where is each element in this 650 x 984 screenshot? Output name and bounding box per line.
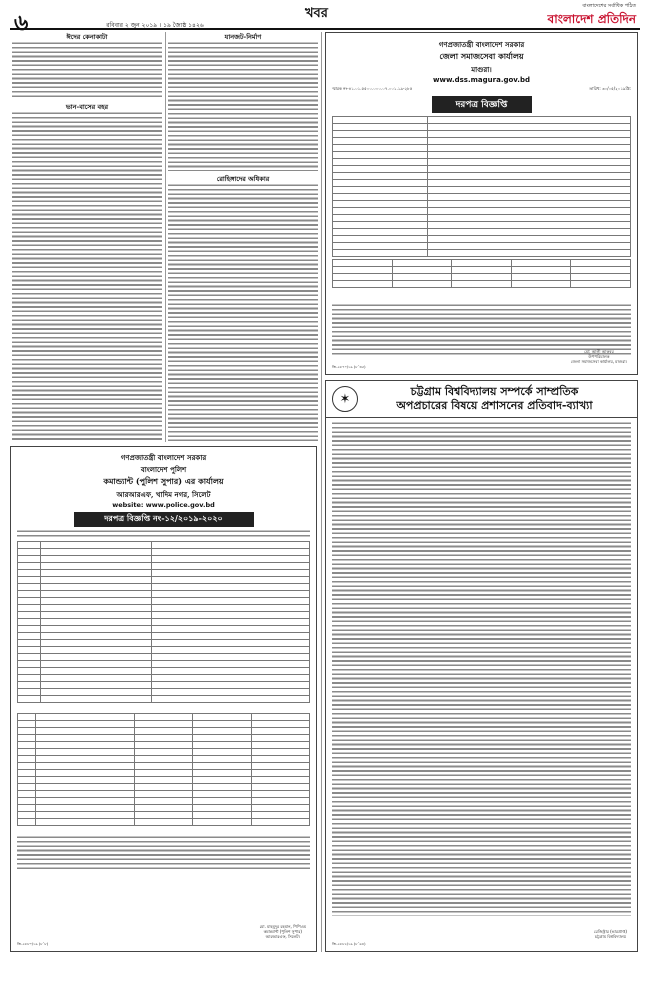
magura-tender-ad: [325, 32, 638, 375]
cu-statement-body: [332, 421, 631, 916]
page-number: ৬: [14, 10, 29, 36]
cu-signatory-office: চট্টগ্রাম বিশ্ববিদ্যালয়: [594, 934, 626, 939]
magura-tender-table: [332, 116, 631, 301]
magura-memo-row: [326, 84, 637, 95]
magura-signature: [571, 349, 627, 364]
police-signatory-office: আরআরএফ, সিলেট।: [265, 934, 300, 939]
police-banner: দরপত্র বিজ্ঞপ্তি নং-১২/২০১৯-২০২০: [74, 512, 254, 527]
police-memo-line: [17, 529, 310, 539]
university-logo-icon: ✶: [332, 386, 358, 412]
police-items-table: [17, 713, 310, 833]
magura-footer-code: জি-২৮৭০/১৯ (৮´৩৫): [332, 365, 366, 369]
col1-article1-body: [12, 41, 162, 99]
cu-signatory-title: রেজিস্ট্রার (ভারপ্রাপ্ত): [593, 929, 627, 934]
magura-memo: স্মারক নং-৪১.০১.৫৫০০.০০০.০৭.০০১.১৯-২৮৫: [332, 86, 413, 91]
newspaper-name: বাংলাদেশ প্রতিদিন: [547, 12, 636, 26]
cu-title-line1: চট্টগ্রাম বিশ্ববিদ্যালয় সম্পর্কে সাম্প্রতিক: [410, 385, 579, 398]
col1-article2-body: [12, 111, 162, 441]
cu-footer-code: জি-২৮৮২/১৯ (৮´৬৪): [332, 942, 366, 946]
magura-memo-date: তারিখ: ৩০/০৫/২০১৯খ্রি:: [589, 86, 631, 91]
cu-statement-ad: [325, 380, 638, 952]
police-tender-ad: [10, 446, 317, 952]
police-issuer: গণপ্রজাতন্ত্রী বাংলাদেশ সরকার: [120, 453, 207, 462]
col1-heading1: ঈদের কেনাকাটা: [66, 33, 108, 41]
cu-title-block: [326, 381, 637, 418]
police-unit: আরআরএফ, খাদিম নগর, সিলেট: [116, 490, 211, 499]
cu-signature: [594, 929, 627, 939]
magura-signatory-office: জেলা সমাজসেবা কার্যালয়, মাগুরা।: [570, 359, 627, 364]
police-signature: [260, 924, 306, 939]
newspaper-masthead: [548, 3, 636, 31]
col2-article2-body: [168, 183, 318, 441]
police-signatory-title: কমান্ড্যান্ট (পুলিশ সুপার): [263, 929, 302, 934]
magura-terms: [332, 303, 631, 355]
police-website: website: www.police.gov.bd: [112, 501, 215, 509]
col1-heading2: ভান-বাসের বহর: [65, 103, 109, 111]
police-footer-code: জি-২৮৮০/১৯ (৮´৮): [17, 942, 49, 946]
police-office: কমান্ড্যান্ট (পুলিশ সুপার) এর কার্যালয়: [103, 476, 224, 486]
magura-district: মাগুরা।: [471, 65, 492, 74]
police-tender-table: [17, 541, 310, 711]
magura-office: জেলা সমাজসেবা কার্যালয়: [439, 51, 524, 61]
police-terms: [17, 835, 310, 871]
column-divider: [321, 32, 322, 952]
newspaper-tagline: বাংলাদেশের সর্বাধিক পঠিত: [582, 3, 636, 9]
col2-heading2: রোহিঙ্গাদের অধিকার: [216, 175, 270, 183]
header-rule: [10, 28, 640, 30]
magura-banner: দরপত্র বিজ্ঞপ্তি: [432, 96, 532, 113]
magura-signatory-title: উপপরিচালক: [588, 354, 610, 359]
section-title: খবর: [305, 6, 328, 21]
col2-article1-body: [168, 41, 318, 171]
police-org: বাংলাদেশ পুলিশ: [140, 465, 187, 474]
police-signatory-name: মো. মাহমুদুর রহমান, পিপিএম: [259, 924, 306, 929]
cu-title-line2: অপপ্রচারের বিষয়ে প্রশাসনের প্রতিবাদ-ব্যাখ্যা: [396, 399, 593, 412]
magura-signatory-name: মো: আলী আকবর: [584, 349, 614, 354]
issue-date: রবিবার ২ জুন ২০১৯ । ১৯ জ্যৈষ্ঠ ১৪২৬: [106, 22, 204, 29]
magura-website: www.dss.magura.gov.bd: [433, 76, 530, 84]
col2-heading1: যানজট-নির্মাণ: [224, 33, 262, 41]
magura-issuer: গণপ্রজাতন্ত্রী বাংলাদেশ সরকার: [438, 40, 525, 49]
column-divider: [165, 32, 166, 442]
